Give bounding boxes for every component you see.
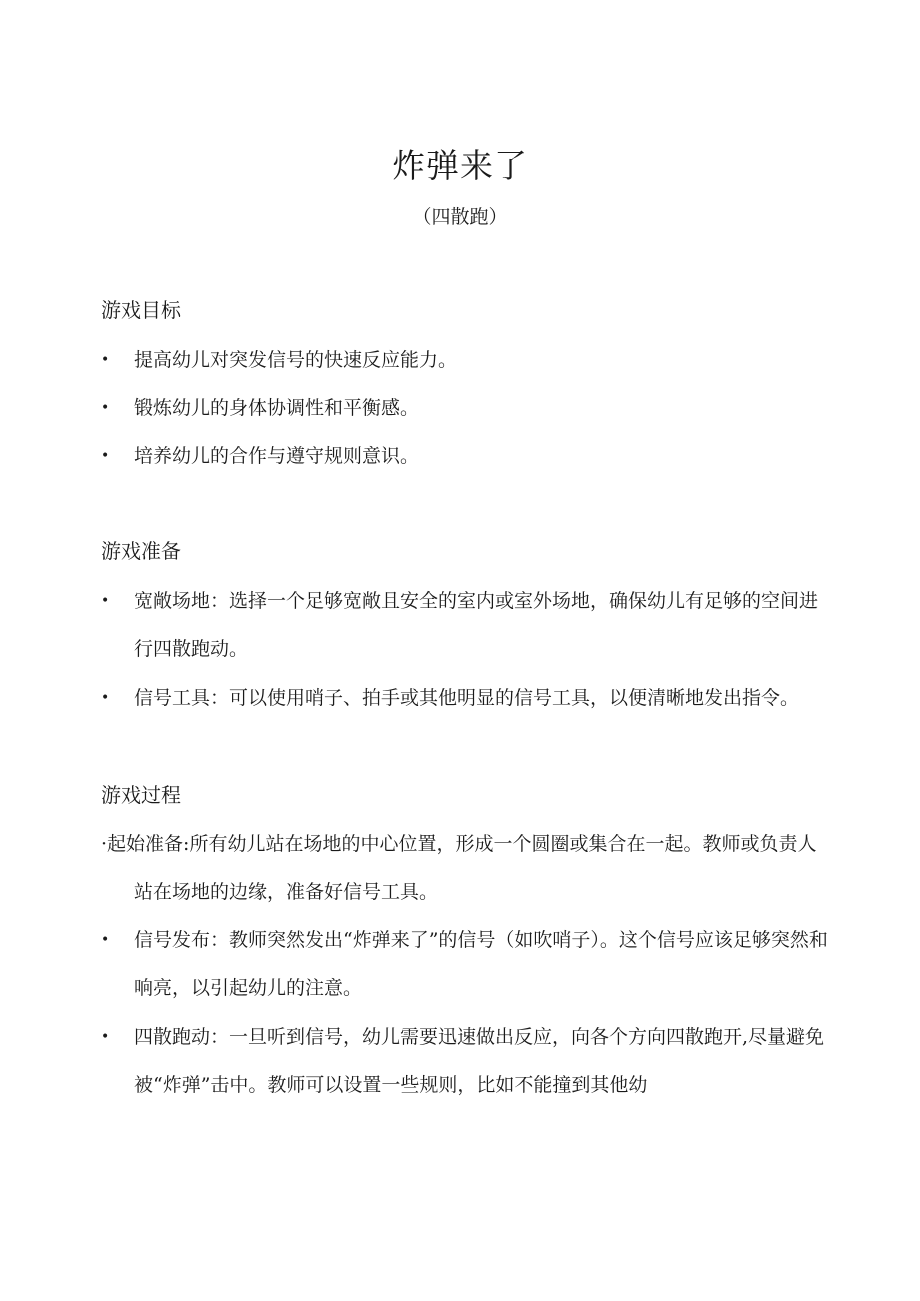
list-item-text: 提高幼儿对突发信号的快速反应能力。 xyxy=(134,349,458,371)
page-subtitle: （四散跑） xyxy=(412,206,508,228)
section-heading-goals: 游戏目标 xyxy=(101,298,181,322)
bullet-icon: • xyxy=(101,448,110,464)
page-title: 炸弹来了 xyxy=(392,146,528,185)
list-item-text: 锻炼幼儿的身体协调性和平衡感。 xyxy=(134,397,420,419)
bullet-icon: • xyxy=(101,932,110,948)
bullet-icon: • xyxy=(101,593,110,609)
section-heading-prep: 游戏准备 xyxy=(101,539,181,563)
list-item xyxy=(101,432,841,480)
section-heading-process: 游戏过程 xyxy=(101,783,181,807)
bullet-icon: • xyxy=(101,352,110,368)
list-item-text: 培养幼儿的合作与遵守规则意识。 xyxy=(134,445,420,467)
list-item xyxy=(101,916,831,1012)
list-item xyxy=(101,674,846,722)
list-item xyxy=(101,384,841,432)
list-item xyxy=(101,577,831,673)
bullet-icon: • xyxy=(101,400,110,416)
bullet-icon: • xyxy=(101,690,110,706)
list-item xyxy=(101,820,831,916)
list-item-text: ·起始准备:所有幼儿站在场地的中心位置，形成一个圆圈或集合在一起。教师或负责人站在场地的边缘，准备好信号工具。 xyxy=(101,833,817,903)
list-item-text: 宽敞场地：选择一个足够宽敞且安全的室内或室外场地，确保幼儿有足够的空间进行四散跑动。 xyxy=(134,590,819,660)
list-item xyxy=(101,336,841,384)
list-item-text: 信号发布：教师突然发出“炸弹来了”的信号（如吹哨子）。这个信号应该足够突然和响亮，以引起幼儿的注意。 xyxy=(134,929,828,999)
list-item xyxy=(101,1013,831,1109)
bullet-icon: • xyxy=(101,1029,110,1045)
list-item-text: 信号工具：可以使用哨子、拍手或其他明显的信号工具，以便清晰地发出指令。 xyxy=(134,687,800,709)
list-item-text: 四散跑动：一旦听到信号，幼儿需要迅速做出反应，向各个方向四散跑开,尽量避免被“炸弹”击中。教师可以设置一些规则，比如不能撞到其他幼 xyxy=(134,1026,825,1096)
